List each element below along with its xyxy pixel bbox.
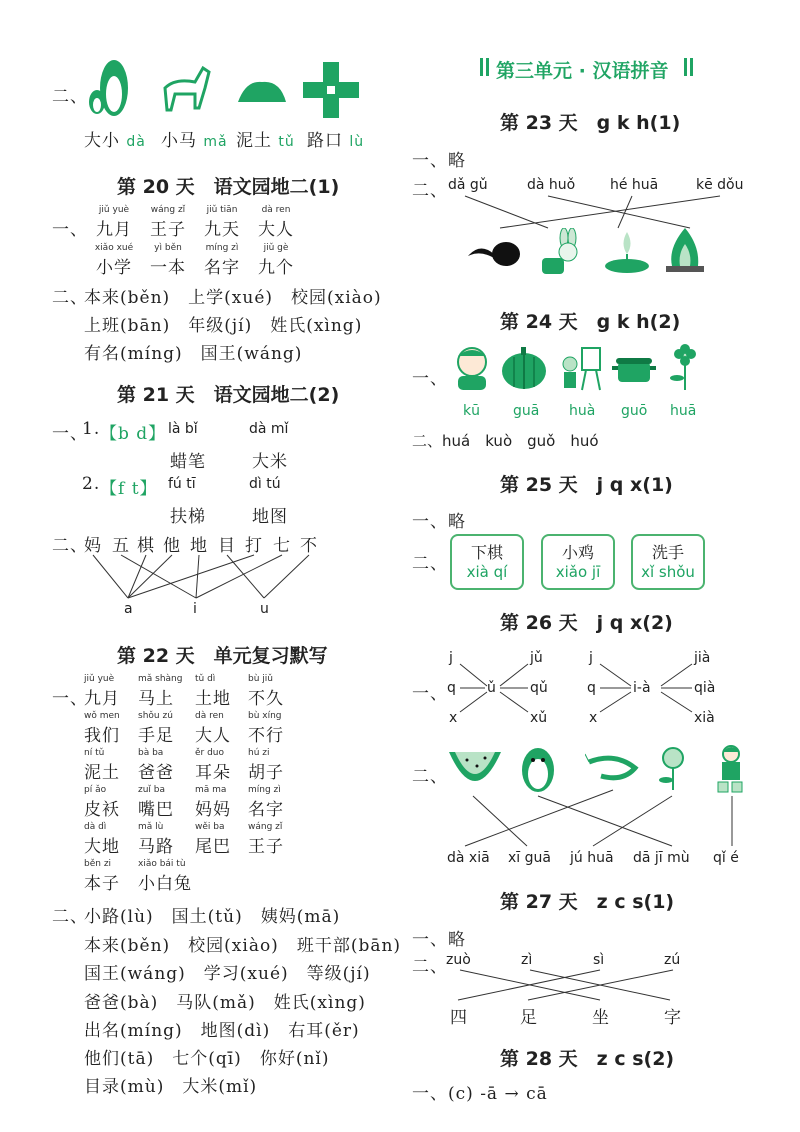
pinyin-text: zuò	[446, 952, 471, 968]
char-cell: 目	[218, 536, 236, 556]
q-label: 二、	[52, 87, 88, 107]
answer-bracket: 【f t】	[100, 479, 158, 499]
char-cell: 坐	[592, 1008, 610, 1028]
word-cell: bù jiǔ 不久	[248, 674, 284, 709]
word-cell: wáng zǐ 王子	[150, 205, 186, 240]
header-bar-left	[480, 58, 483, 76]
pinyin-text: kē dǒu	[696, 177, 744, 193]
pinyin-text: sì	[593, 952, 605, 968]
q-label: 一、	[52, 689, 88, 709]
section-title: 第 25 天 j q x(1)	[500, 474, 673, 496]
word-cell: zuǐ ba 嘴巴	[138, 785, 174, 820]
word-item: 小马 mǎ	[161, 131, 228, 151]
answer-line: 爸爸(bà) 马队(mǎ) 姓氏(xìng)	[84, 993, 366, 1013]
pinyin-text: hé huā	[610, 177, 659, 193]
initial-label: x	[589, 710, 598, 726]
char-cell: 字	[664, 1008, 682, 1028]
pinyin-text: dā jī mù	[633, 850, 690, 866]
answer-line: 一、略	[412, 930, 466, 950]
pumpkin-picture	[500, 345, 548, 391]
pinyin-text: dì tú	[249, 476, 281, 492]
horse-picture	[155, 58, 215, 118]
pinyin-text: dǎ gǔ	[448, 177, 488, 193]
header-bar-right	[690, 58, 693, 76]
char-cell: 地	[190, 536, 208, 556]
initial-label: j	[449, 650, 453, 666]
char-cell: 四	[450, 1008, 468, 1028]
pinyin-text: xī guā	[508, 850, 551, 866]
item-number: 2.	[82, 474, 101, 494]
q-label: 二、	[52, 536, 88, 556]
unit-header	[480, 56, 694, 80]
penguin-picture	[80, 50, 140, 118]
section-title: 第 22 天 单元复习默写	[117, 645, 328, 667]
word-cell: bù xíng 不行	[248, 711, 284, 746]
result-syllable: xià	[694, 710, 715, 726]
answer-line: 有名(míng) 国王(wáng)	[84, 344, 303, 364]
word-cell: bà ba 爸爸	[138, 748, 174, 783]
pinyin-text: dà mǐ	[249, 421, 289, 437]
soil-picture	[236, 74, 288, 108]
word-cell: běn zi 本子	[84, 859, 120, 894]
q-label: 二、	[412, 554, 448, 574]
word-cell: wáng zǐ 王子	[248, 822, 284, 857]
section-title: 第 24 天 g k h(2)	[500, 311, 681, 333]
pinyin-label: huā	[670, 403, 697, 419]
hanzi-text: 地图	[252, 507, 288, 527]
unit-title: 第三单元 · 汉语拼音	[496, 60, 669, 82]
watermelon-picture	[447, 748, 503, 790]
crossroad-picture	[303, 62, 359, 118]
chrysanthemum-picture	[656, 746, 690, 792]
center-final: ǔ	[487, 680, 496, 696]
section-title: 第 27 天 z c s(1)	[500, 891, 675, 913]
word-box: 小鸡 xiǎo jī	[541, 534, 615, 590]
pinyin-text: fú tī	[168, 476, 196, 492]
header-bar-right	[684, 58, 687, 76]
pot-picture	[612, 352, 656, 386]
q-label: 二、	[52, 288, 88, 308]
word-cell: pí ǎo 皮袄	[84, 785, 120, 820]
pinyin-label: huà	[569, 403, 596, 419]
pinyin-text: zì	[521, 952, 533, 968]
word-box: 下棋 xià qí	[450, 534, 524, 590]
word-item: 泥土 tǔ	[236, 131, 295, 151]
q-label: 二、	[52, 907, 88, 927]
word-cell: ní tǔ 泥土	[84, 748, 120, 783]
pinyin-text: qǐ é	[713, 850, 739, 866]
char-cell: 五	[112, 536, 130, 556]
char-cell: 打	[245, 536, 263, 556]
vowel-label: a	[124, 601, 133, 617]
answer-line: 目录(mù) 大米(mǐ)	[84, 1077, 258, 1097]
word-cell: ěr duo 耳朵	[195, 748, 231, 783]
answer-line: 他们(tā) 七个(qī) 你好(nǐ)	[84, 1049, 330, 1069]
char-cell: 不	[300, 536, 318, 556]
answer-line: 本来(běn) 校园(xiào) 班干部(bān)	[84, 936, 402, 956]
char-cell: 足	[520, 1008, 538, 1028]
word-cell: jiǔ gè 九个	[258, 243, 294, 278]
q-label: 二、	[412, 957, 448, 977]
word-item: 大小 dà	[84, 131, 146, 151]
word-cell: hú zi 胡子	[248, 748, 284, 783]
char-cell: 七	[273, 536, 291, 556]
answer-line: 上班(bān) 年级(jí) 姓氏(xìng)	[84, 316, 363, 336]
pinyin-text: dà xiā	[447, 850, 490, 866]
answer-line: 出名(míng) 地图(dì) 右耳(ěr)	[84, 1021, 360, 1041]
pinyin-text: là bǐ	[168, 421, 198, 437]
word-item: 路口 lù	[307, 131, 365, 151]
word-cell: dà dì 大地	[84, 822, 120, 857]
pinyin-label: guō	[621, 403, 648, 419]
char-cell: 妈	[84, 536, 102, 556]
word-cell: xiǎo bái tù 小白兔	[138, 859, 192, 894]
word-cell: mā ma 妈妈	[195, 785, 231, 820]
initial-label: q	[587, 680, 596, 696]
section-title: 第 21 天 语文园地二(2)	[117, 384, 340, 406]
word-cell: mǎ shàng 马上	[138, 674, 183, 709]
word-cell: dà ren 大人	[195, 711, 231, 746]
word-cell: yì běn 一本	[150, 243, 186, 278]
flower-picture	[665, 344, 705, 392]
word-cell: míng zì 名字	[248, 785, 284, 820]
q-label: 一、	[52, 220, 88, 240]
result-syllable: xǔ	[530, 710, 548, 726]
header-bar-left	[486, 58, 489, 76]
q-label: 一、	[52, 424, 88, 444]
vowel-label: u	[260, 601, 269, 617]
answer-line: 小路(lù) 国土(tǔ) 姨妈(mā)	[84, 907, 341, 927]
hanzi-text: 大米	[252, 452, 288, 472]
result-syllable: jià	[694, 650, 711, 666]
answer-line: 一、略	[412, 151, 466, 171]
word-box: 洗手 xǐ shǒu	[631, 534, 705, 590]
word-cell: jiǔ yuè 九月	[84, 674, 120, 709]
tadpole-picture	[466, 232, 524, 274]
shrimp-picture	[585, 752, 641, 786]
pinyin-text: jú huā	[570, 850, 614, 866]
word-cell: jiǔ tiān 九天	[204, 205, 240, 240]
pinyin-text: zú	[664, 952, 681, 968]
answer-line: 国王(wáng) 学习(xué) 等级(jí)	[84, 964, 371, 984]
answer-line: 本来(běn) 上学(xué) 校园(xiào)	[84, 288, 382, 308]
result-syllable: qià	[694, 680, 716, 696]
word-cell: shǒu zú 手足	[138, 711, 174, 746]
answer-bracket: 【b d】	[100, 424, 167, 444]
q-label: 二、	[412, 181, 448, 201]
result-syllable: jǔ	[530, 650, 543, 666]
char-cell: 棋	[137, 536, 155, 556]
fire-picture	[660, 226, 710, 278]
lotus-picture	[602, 226, 652, 278]
result-syllable: qǔ	[530, 680, 548, 696]
word-cell: wǒ men 我们	[84, 711, 120, 746]
q-label: 二、	[412, 767, 448, 787]
word-cell: wěi ba 尾巴	[195, 822, 231, 857]
initial-label: q	[447, 680, 456, 696]
answer-line: 一、略	[412, 512, 466, 532]
pinyin-text: dà huǒ	[527, 177, 576, 193]
hanzi-text: 蜡笔	[170, 452, 206, 472]
pinyin-label: guā	[513, 403, 540, 419]
section-title: 第 28 天 z c s(2)	[500, 1048, 675, 1070]
answer-line: 一、(c) -ā → cā	[412, 1084, 548, 1104]
penguin-small-picture	[518, 744, 558, 794]
q-label: 一、	[412, 684, 448, 704]
pinyin-label: kū	[463, 403, 480, 419]
initial-label: j	[589, 650, 593, 666]
painting-picture	[556, 344, 606, 392]
word-cell: mǎ lù 马路	[138, 822, 174, 857]
word-cell: jiǔ yuè 九月	[96, 205, 132, 240]
center-final: i-à	[633, 680, 651, 696]
word-cell: tǔ dì 土地	[195, 674, 231, 709]
section-title: 第 20 天 语文园地二(1)	[117, 176, 340, 198]
q-label: 一、	[412, 369, 448, 389]
hanzi-text: 扶梯	[170, 507, 206, 527]
word-cell: míng zì 名字	[204, 243, 240, 278]
blocks-child-picture	[714, 744, 748, 794]
answer-line: 二、huá kuò guǒ huó	[412, 432, 599, 450]
section-title: 第 26 天 j q x(2)	[500, 612, 673, 634]
word-cell: dà ren 大人	[258, 205, 294, 240]
rabbit-drum-picture	[538, 228, 588, 278]
section-title: 第 23 天 g k h(1)	[500, 112, 681, 134]
crying-child-picture	[449, 344, 495, 392]
char-cell: 他	[163, 536, 181, 556]
word-cell: xiǎo xué 小学	[94, 243, 134, 278]
item-number: 1.	[82, 419, 101, 439]
initial-label: x	[449, 710, 458, 726]
vowel-label: i	[193, 601, 197, 617]
